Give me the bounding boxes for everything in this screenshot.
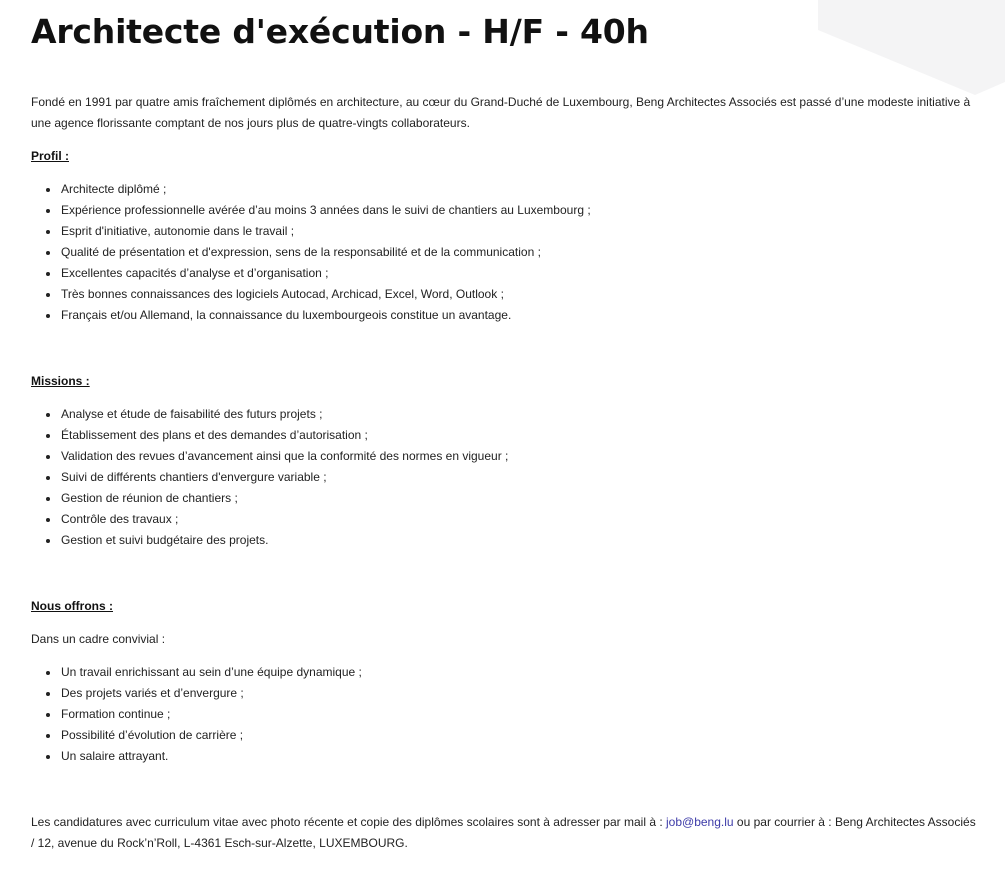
list-item: Suivi de différents chantiers d'envergure variable ; (31, 467, 976, 488)
intro-paragraph: Fondé en 1991 par quatre amis fraîchement diplômés en architecture, au cœur du Grand-Duché de Luxembourg, Beng Architectes Associés est passé d’une modeste initiative à une agence florissante comptant de nos jours plus de quatre-vingts collaborateurs. (31, 95, 971, 130)
list-item: Établissement des plans et des demandes d’autorisation ; (31, 425, 976, 446)
list-item: Expérience professionnelle avérée d’au moins 3 années dans le suivi de chantiers au Luxembourg ; (31, 200, 976, 221)
list-item: Validation des revues d’avancement ainsi que la conformité des normes en vigueur ; (31, 446, 976, 467)
missions-list (31, 404, 976, 551)
list-item: Formation continue ; (31, 704, 976, 725)
application-text-before: Les candidatures avec curriculum vitae avec photo récente et copie des diplômes scolaires sont à adresser par mail à : (31, 815, 666, 829)
email-link[interactable]: job@beng.lu (666, 815, 734, 829)
offrons-heading: Nous offrons : (31, 599, 113, 613)
offrons-list (31, 662, 976, 767)
list-item: Contrôle des travaux ; (31, 509, 976, 530)
list-item: Excellentes capacités d’analyse et d’organisation ; (31, 263, 976, 284)
list-item: Analyse et étude de faisabilité des futurs projets ; (31, 404, 976, 425)
list-item: Gestion de réunion de chantiers ; (31, 488, 976, 509)
application-instructions (31, 812, 976, 854)
list-item: Des projets variés et d’envergure ; (31, 683, 976, 704)
list-item: Gestion et suivi budgétaire des projets. (31, 530, 976, 551)
list-item: Un salaire attrayant. (31, 746, 976, 767)
list-item: Possibilité d’évolution de carrière ; (31, 725, 976, 746)
profil-list (31, 179, 976, 326)
list-item: Qualité de présentation et d'expression, sens de la responsabilité et de la communication ; (31, 242, 976, 263)
list-item: Esprit d'initiative, autonomie dans le travail ; (31, 221, 976, 242)
list-item: Très bonnes connaissances des logiciels Autocad, Archicad, Excel, Word, Outlook ; (31, 284, 976, 305)
application-text-after: ou par courrier à : Beng Architectes Associés / 12, avenue du Rock’n’Roll, L-4361 Esch-sur-Alzette, LUXEMBOURG. (31, 815, 976, 850)
list-item: Français et/ou Allemand, la connaissance du luxembourgeois constitue un avantage. (31, 305, 976, 326)
profil-heading: Profil : (31, 149, 69, 163)
list-item: Un travail enrichissant au sein d’une équipe dynamique ; (31, 662, 976, 683)
list-item: Architecte diplômé ; (31, 179, 976, 200)
offrons-intro: Dans un cadre convivial : (31, 632, 166, 646)
page-title: Architecte d'exécution - H/F - 40h (31, 12, 649, 51)
missions-heading: Missions : (31, 374, 90, 388)
